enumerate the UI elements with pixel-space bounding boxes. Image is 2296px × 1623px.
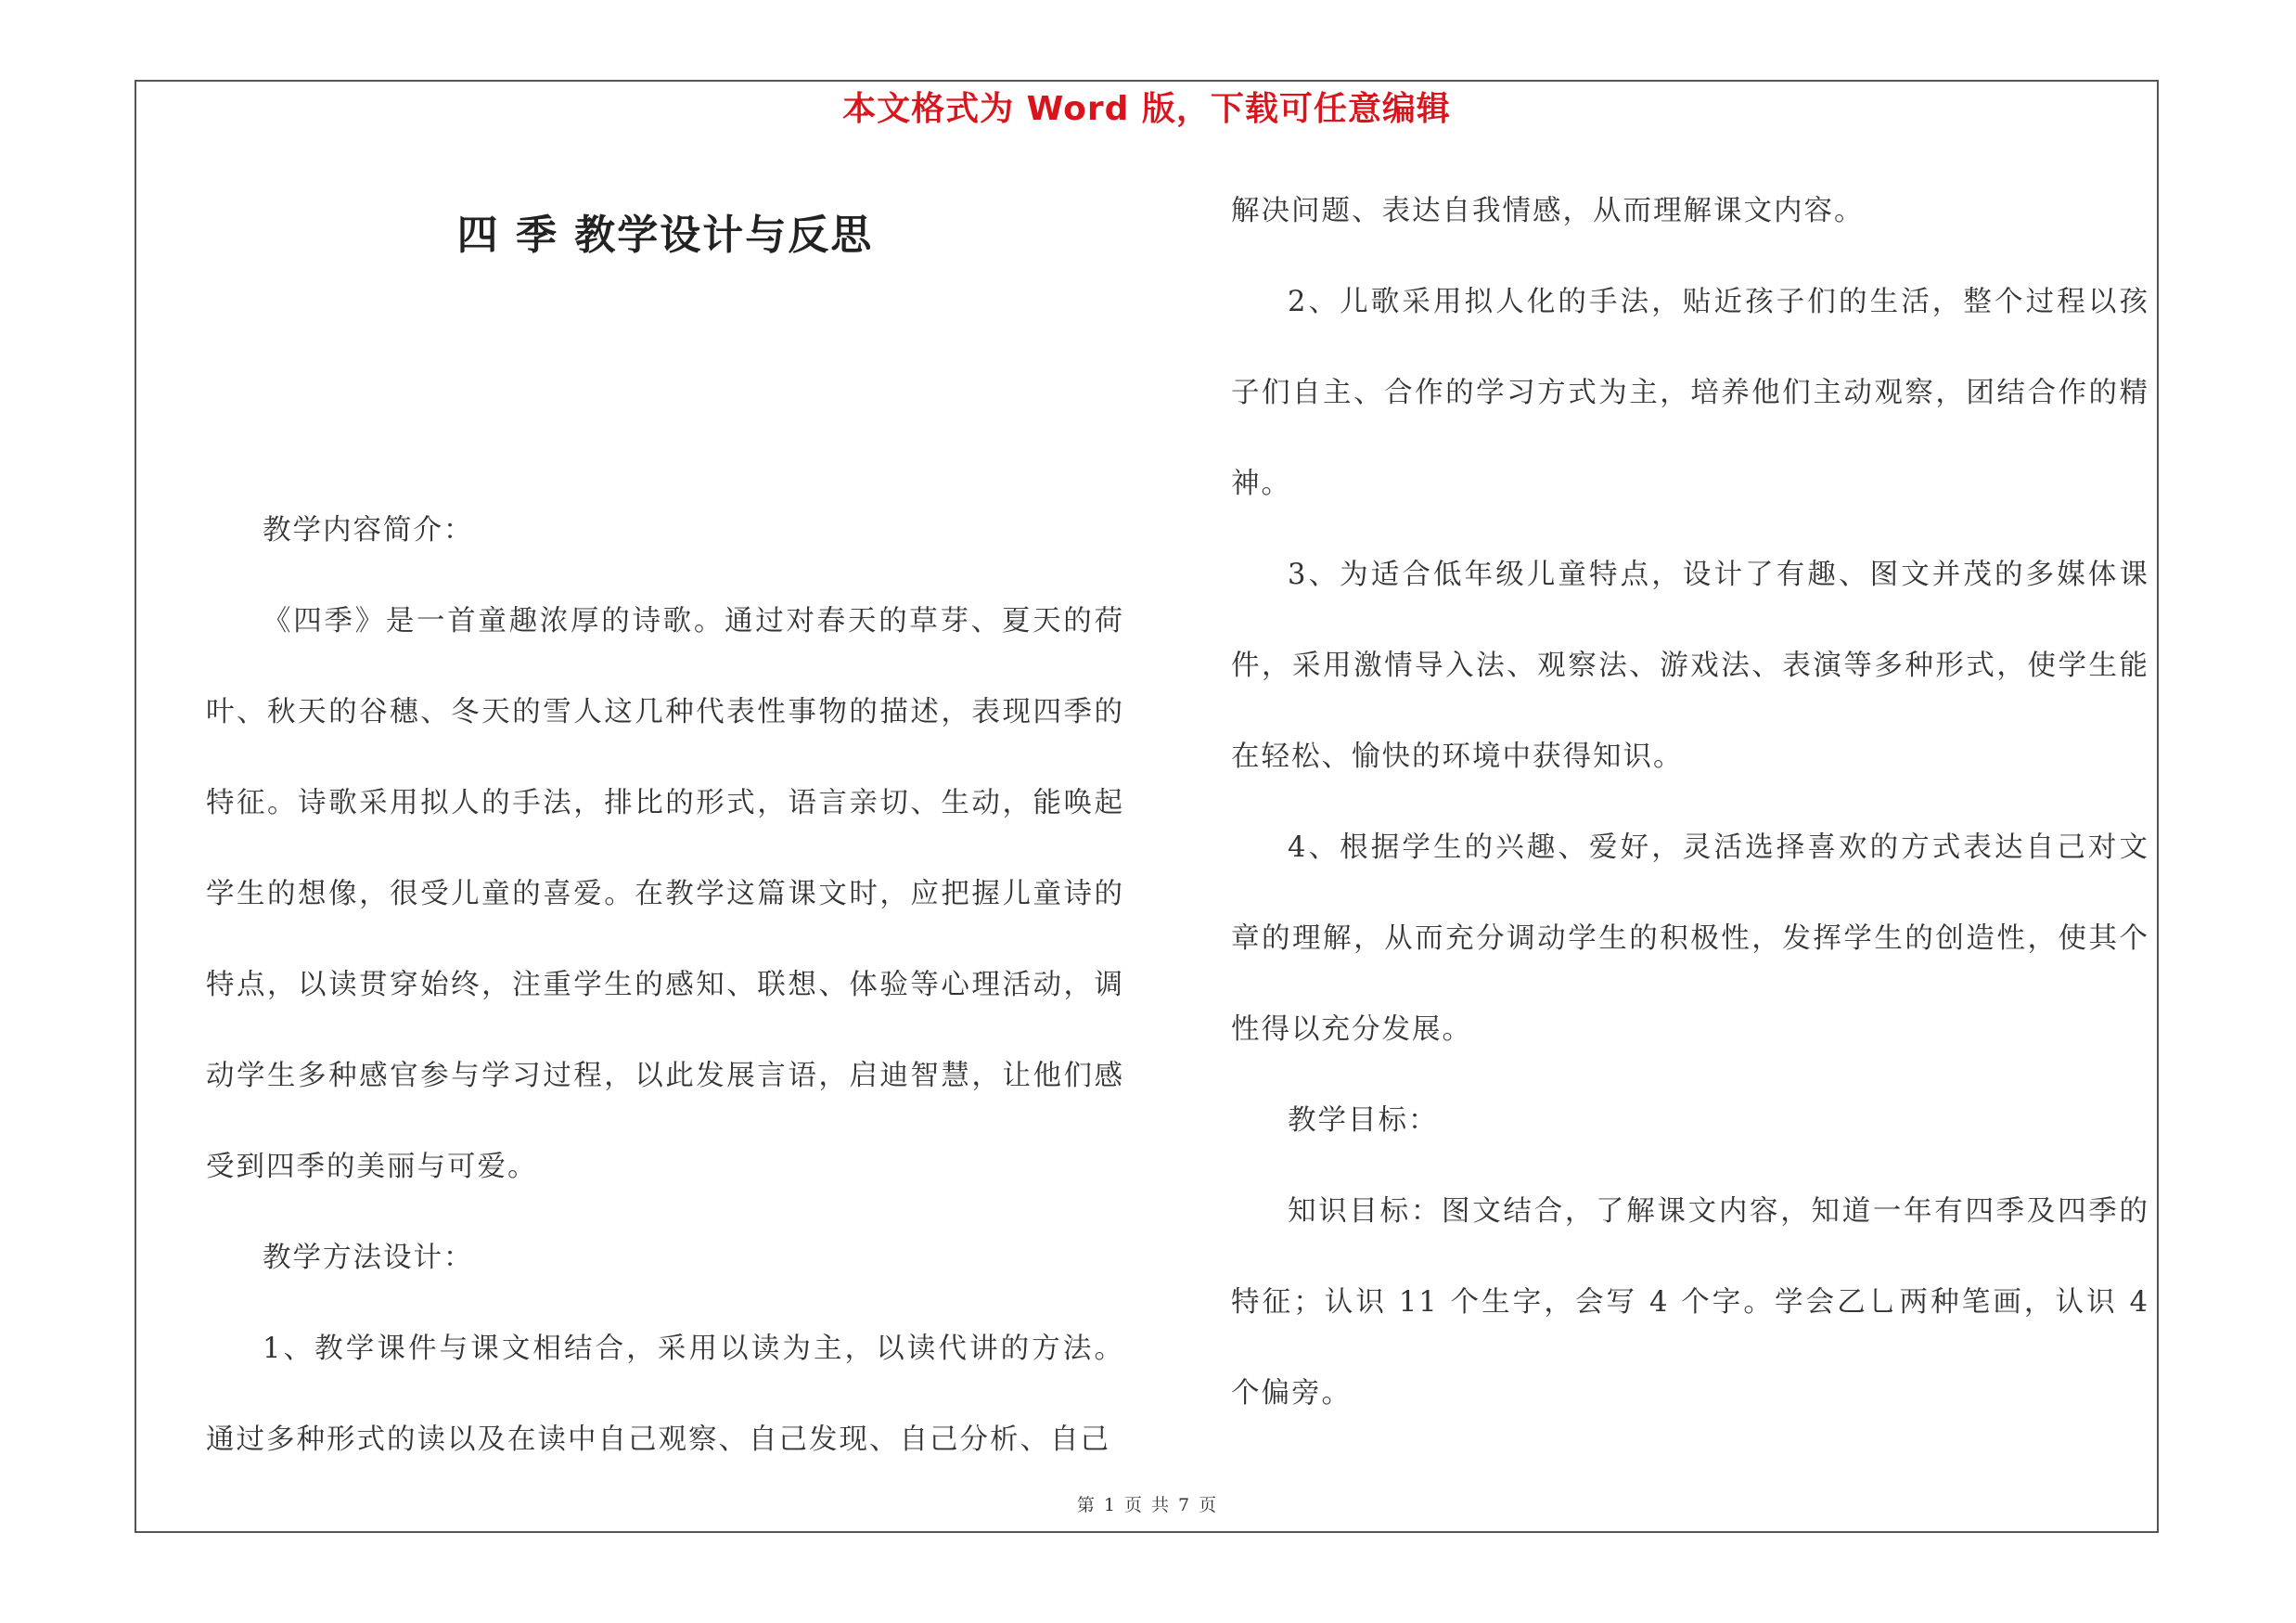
- paragraph-poem-intro: 《四季》是一首童趣浓厚的诗歌。通过对春天的草芽、夏天的荷叶、秋天的谷穗、冬天的雪人这几种代表性事物的描述，表现四季的特征。诗歌采用拟人的手法，排比的形式，语言亲切、生动，能唤起学生的想像，很受儿童的喜爱。在教学这篇课文时，应把握儿童诗的特点，以读贯穿始终，注重学生的感知、联想、体验等心理活动，调动学生多种感官参与学习过程，以此发展言语，启迪智慧，让他们感受到四季的美丽与可爱。: [206, 605, 1124, 1183]
- document-title: 四 季 教学设计与反思: [456, 212, 874, 259]
- section-heading-method-design: 教学方法设计：: [263, 1242, 474, 1274]
- section-heading-content-intro: 教学内容简介：: [263, 514, 474, 547]
- paragraph-method-1-continued: 解决问题、表达自我情感，从而理解课文内容。: [1231, 195, 1865, 227]
- section-heading-teaching-goals: 教学目标：: [1288, 1104, 1439, 1137]
- paragraph-knowledge-goal: 知识目标：图文结合，了解课文内容，知道一年有四季及四季的特征；认识 11 个生字，会写 4 个字。学会乙乚两种笔画，认识 4 个偏旁。: [1231, 1195, 2149, 1410]
- format-notice-banner: 本文格式为 Word 版，下载可任意编辑: [842, 90, 1451, 128]
- paragraph-method-4: 4、根据学生的兴趣、爱好，灵活选择喜欢的方式表达自己对文章的理解，从而充分调动学生的积极性，发挥学生的创造性，使其个性得以充分发展。: [1231, 831, 2149, 1046]
- right-text-column: [1231, 166, 2149, 1439]
- paragraph-method-1: 1、教学课件与课文相结合，采用以读为主，以读代讲的方法。通过多种形式的读以及在读中自己观察、自己发现、自己分析、自己: [206, 1333, 1124, 1456]
- page-number-footer: 第 1 页 共 7 页: [1076, 1495, 1217, 1515]
- paragraph-method-3: 3、为适合低年级儿童特点，设计了有趣、图文并茂的多媒体课件，采用激情导入法、观察法、游戏法、表演等多种形式，使学生能在轻松、愉快的环境中获得知识。: [1231, 559, 2149, 773]
- left-text-column: [206, 485, 1124, 1486]
- paragraph-method-2: 2、儿歌采用拟人化的手法，贴近孩子们的生活，整个过程以孩子们自主、合作的学习方式为主，培养他们主动观察，团结合作的精神。: [1231, 286, 2149, 500]
